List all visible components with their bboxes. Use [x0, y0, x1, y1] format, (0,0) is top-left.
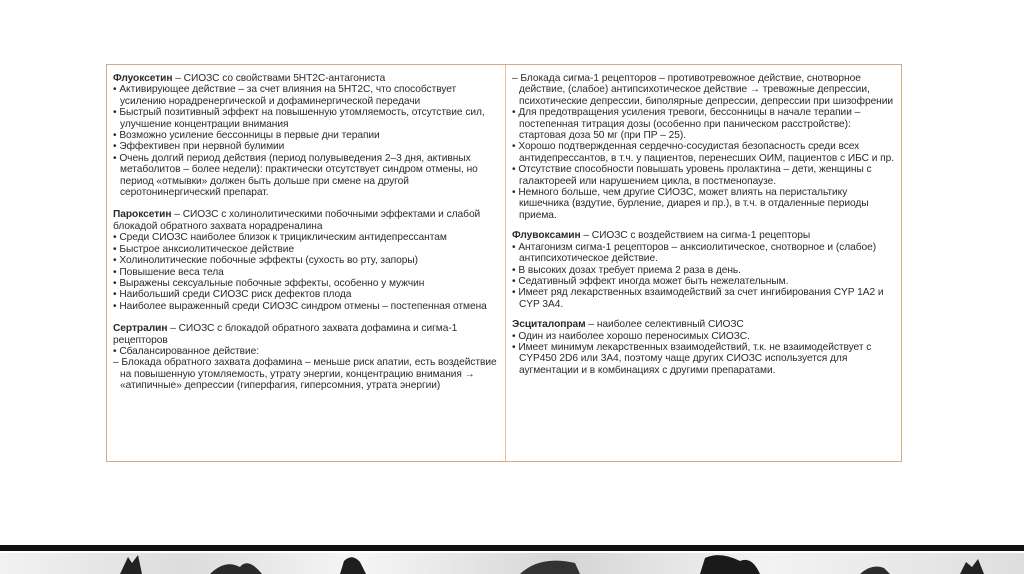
column-divider [505, 65, 506, 461]
drug-description: – СИОЗС с воздействием на сигма-1 рецепторы [580, 230, 811, 242]
list-item: • Быстрое анксиолитическое действие [113, 244, 497, 255]
section-heading [512, 230, 896, 241]
list-item: • Выражены сексуальные побочные эффекты, особенно у мужчин [113, 278, 497, 289]
sertraline-continuation [512, 73, 896, 221]
decorative-silhouettes [0, 553, 1024, 574]
list-item: • Седативный эффект иногда может быть нежелательным. [512, 276, 896, 287]
list-item: • Среди СИОЗС наиболее близок к трициклическим антидепрессантам [113, 232, 497, 243]
list-item: • Очень долгий период действия (период полувыведения 2–3 дня, активных метаболитов – более недели): практически отсутствует синдром отмены, но период «отмывки» должен быть дольше при смене на другой серотонинергический препарат. [113, 153, 497, 199]
list-item: • Наибольший среди СИОЗС риск дефектов плода [113, 289, 497, 300]
paroxetine-section [113, 209, 497, 312]
list-item: • Немного больше, чем другие СИОЗС, может влиять на перистальтику кишечника (вздутие, бурление, диарея и пр.), в т.ч. в отдаленные периоды приема. [512, 187, 896, 221]
list-item: • Имеет минимум лекарственных взаимодействий, т.к. не взаимодействует с CYP450 2D6 или 3A4, поэтому чаще других СИОЗС используется для аугментации и в комбинациях с другими препаратами. [512, 342, 896, 376]
list-item: • Хорошо подтвержденная сердечно-сосудистая безопасность среди всех антидепрессантов, в т.ч. у пациентов, перенесших ОИМ, пациентов с ИБС и пр. [512, 141, 896, 164]
list-item: • Эффективен при нервной булимии [113, 141, 497, 152]
list-item: • Возможно усиление бессонницы в первые дни терапии [113, 130, 497, 141]
list-item: • Активирующее действие – за счет влияния на 5НТ2С, что способствует усилению норадренергической и дофаминергической передачи [113, 84, 497, 107]
banner-divider [0, 545, 1024, 551]
section-heading [113, 73, 497, 84]
drug-name: Пароксетин [113, 209, 172, 221]
bottom-banner [0, 545, 1024, 574]
escitalopram-section [512, 319, 896, 376]
list-item: • Быстрый позитивный эффект на повышенную утомляемость, отсутствие сил, улучшение концентрации внимания [113, 107, 497, 130]
sertraline-section [113, 323, 497, 391]
drug-name: Эсциталопрам [512, 319, 586, 331]
drug-description: – СИОЗС с холинолитическими побочными эффектами и слабой блокадой обратного захвата норадреналина [113, 209, 481, 232]
section-heading [512, 319, 896, 330]
drug-name: Флувоксамин [512, 230, 581, 242]
drug-comparison-table [106, 64, 902, 462]
fluoxetine-section [113, 73, 497, 198]
list-item: • В высоких дозах требует приема 2 раза в день. [512, 265, 896, 276]
list-item: • Для предотвращения усиления тревоги, бессонницы в начале терапии – постепенная титрация дозы (особенно при паническом расстройстве): стартовая доза 50 мг (при ПР – 25). [512, 107, 896, 141]
list-item: • Сбалансированное действие: [113, 346, 497, 357]
list-item: • Отсутствие способности повышать уровень пролактина – дети, женщины с галактореей или нарушением цикла, в постменопаузе. [512, 164, 896, 187]
list-subitem: – Блокада обратного захвата дофамина – меньше риск апатии, есть воздействие на повышенную утомляемость, утрату энергии, концентрацию внимания → «атипичные» депрессии (гиперфагия, гиперсомния, утрата энергии) [113, 357, 497, 391]
drug-description: – наиболее селективный СИОЗС [585, 319, 744, 331]
right-column [512, 73, 896, 387]
left-column [113, 73, 497, 403]
drug-description: – СИОЗС со свойствами 5НТ2С-антагониста [172, 73, 386, 84]
drug-name: Сертралин [113, 323, 168, 335]
list-item: • Имеет ряд лекарственных взаимодействий за счет ингибирования CYP 1A2 и CYP 3A4. [512, 287, 896, 310]
section-heading [113, 323, 497, 346]
drug-description: – СИОЗС с блокадой обратного захвата дофамина и сигма-1 рецепторов [113, 323, 458, 346]
list-item: • Повышение веса тела [113, 267, 497, 278]
list-item: • Антагонизм сигма-1 рецепторов – анксиолитическое, снотворное и (слабое) антипсихотическое действие. [512, 242, 896, 265]
list-item: • Холинолитические побочные эффекты (сухость во рту, запоры) [113, 255, 497, 266]
drug-name: Флуоксетин [113, 73, 173, 84]
list-item: • Один из наиболее хорошо переносимых СИОЗС. [512, 331, 896, 342]
section-heading [113, 209, 497, 232]
list-item: • Наиболее выраженный среди СИОЗС синдром отмены – постепенная отмена [113, 301, 497, 312]
fluvoxamine-section [512, 230, 896, 310]
list-subitem: – Блокада сигма-1 рецепторов – противотревожное действие, снотворное действие, (слабое) антипсихотическое действие → тревожные депрессии, психотические депрессии, биполярные депрессии, депрессии при шизофрении [512, 73, 896, 107]
decorative-image-strip [0, 553, 1024, 574]
